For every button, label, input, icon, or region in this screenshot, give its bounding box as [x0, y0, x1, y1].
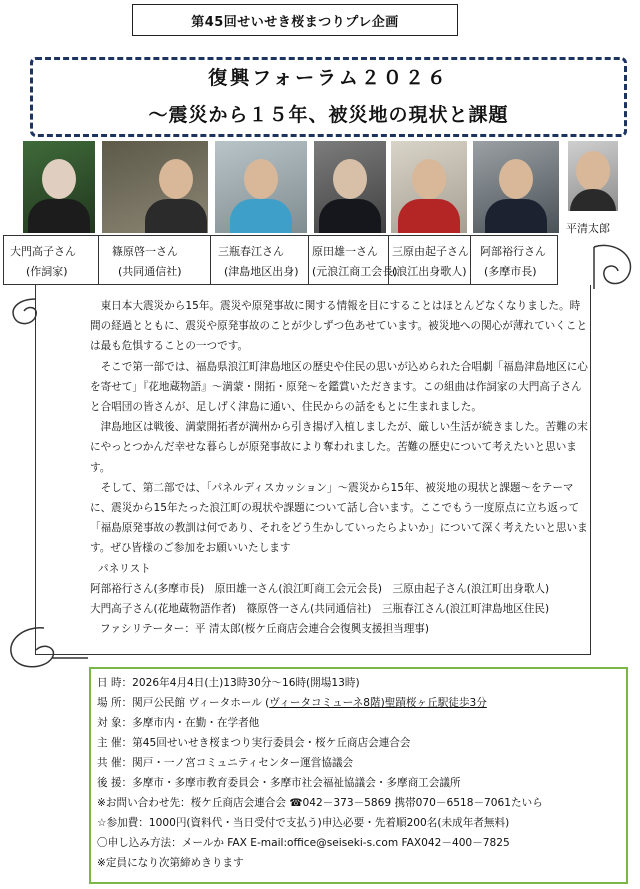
info-co-organizer: 共 催：関戸・一ノ宮コミュニティセンター運営協議会: [97, 757, 354, 769]
info-organizer: 主 催：第45回せいせき桜まつり実行委員会・桜ケ丘商店会連合会: [97, 737, 411, 749]
scroll-curl-left-top-icon: [8, 297, 44, 327]
body-text: [90, 296, 590, 639]
panelists-line-2: 大門高子さん(花地蔵物語作者) 篠原啓一さん(共同通信社) 三瓶春江さん(浪江町津島地区住民): [90, 603, 550, 616]
paragraph-3: 津島地区は戦後、満蒙開拓者が満州から引き揚げ入植しましたが、厳しい生活が続きました。苦難の末にやっとつかんだ幸せな暮らしが原発事故により奪われました。苦難の歴史について考えたいと思います。: [90, 421, 588, 474]
panel-role-5: (浪江出身歌人): [392, 265, 467, 278]
info-support: 後 援：多摩市・多摩市教育委員会・多摩市社会福祉協議会・多摩商工会議所: [97, 777, 461, 789]
pre-title-box: [132, 4, 458, 36]
photo-shinohara: [102, 141, 208, 233]
divider: [98, 235, 99, 285]
panelist-heading: パネリスト: [98, 562, 151, 575]
panel-name-6: 阿部裕行さん: [480, 245, 546, 258]
panel-role-6: (多摩市長): [484, 265, 537, 278]
photo-sampei: [215, 141, 307, 233]
taira-name: 平清太郎: [566, 222, 610, 235]
photo-mihara: [391, 141, 467, 233]
panel-role-2: (共同通信社): [118, 265, 182, 278]
title-line-2: ～震災から１５年、被災地の現状と課題: [148, 104, 509, 126]
info-apply: 〇申し込み方法：メールか FAX E-mail:office@seiseki-s.com FAX042－400－7825: [97, 837, 510, 849]
panel-name-1: 大門高子さん: [10, 245, 76, 258]
panel-role-1: (作詞家): [26, 265, 68, 278]
info-target: 対 象：多摩市内・在勤・在学者他: [97, 717, 260, 729]
photo-daimon: [23, 141, 95, 233]
photo-taira: [568, 141, 618, 211]
divider: [308, 235, 309, 285]
panel-name-4: 原田雄一さん: [312, 245, 378, 258]
divider: [470, 235, 471, 285]
paragraph-1: 東日本大震災から15年。震災や原発事故に関する情報を目にすることはほとんどなくなりました。時間の経過とともに、震災や原発事故のことが少しずつ色あせています。被災地への関心が薄れていくことは最も危惧することの一つです。: [90, 300, 588, 353]
info-venue-prefix: 場 所：関戸公民館 ヴィータホール (: [97, 697, 270, 709]
info-venue-access: ヴィータコミューネ8階)聖蹟桜ヶ丘駅徒歩3分: [269, 697, 487, 709]
panel-role-3: (津島地区出身): [224, 265, 299, 278]
panelists-line-1: 阿部裕行さん(多摩市長) 原田雄一さん(浪江町商工会元会長) 三原由起子さん(浪江町出身歌人): [90, 582, 550, 595]
panel-name-5: 三原由起子さん: [392, 245, 469, 258]
photo-abe: [473, 141, 559, 233]
paragraph-4: そして、第二部では、「パネルディスカッション」～震災から15年、被災地の現状と課題～をテーマに、震災から15年たった浪江町の現状や課題について話し合います。ここでもう一度原点に立ち返って「福島原発事故の教訓は何であり、それをどう生かしていったらよいか」について深く考えたいと思います。ぜひ皆様のご参加をお願いいたします: [90, 481, 588, 555]
info-date: 日 時：2026年4月4日(土)13時30分～16時(開場13時): [97, 677, 360, 689]
info-venue: [97, 695, 487, 710]
pre-title: 第45回せいせき桜まつりプレ企画: [191, 14, 399, 30]
scroll-curl-right-icon: [592, 243, 636, 291]
panel-name-3: 三瓶春江さん: [218, 245, 284, 258]
info-contact: ※お問い合わせ先：桜ケ丘商店会連合会 ☎042－373－5869 携帯070－6518－7061たいら: [97, 797, 543, 809]
panel-role-4: (元浪江商工会長): [312, 265, 398, 278]
photo-harada: [314, 141, 386, 233]
facilitator: ファシリテーター：平 清太郎(桜ケ丘商店会連合会復興支援担当理事): [100, 623, 430, 636]
info-fee: ☆参加費：1000円(資料代・当日受付で支払う)申込必要・先着順200名(未成年者無料): [97, 817, 510, 829]
info-note: ※定員になり次第締めきります: [97, 857, 244, 869]
panel-name-2: 篠原啓一さん: [112, 245, 178, 258]
divider: [210, 235, 211, 285]
title-line-1: 復興フォーラム２０２６: [208, 67, 449, 89]
paragraph-2: そこで第一部では、福島県浪江町津島地区の歴史や住民の思いが込められた合唱劇「福島津島地区に心を寄せて」『花地蔵物語』～満蒙・開拓・原発～を鑑賞いただきます。この組曲は作詞家の大門高子さんと合唱団の皆さんが、足しげく津島に通い、住民からの話をもとに生まれました。: [90, 360, 588, 414]
scroll-curl-left-bottom-icon: [4, 626, 88, 672]
